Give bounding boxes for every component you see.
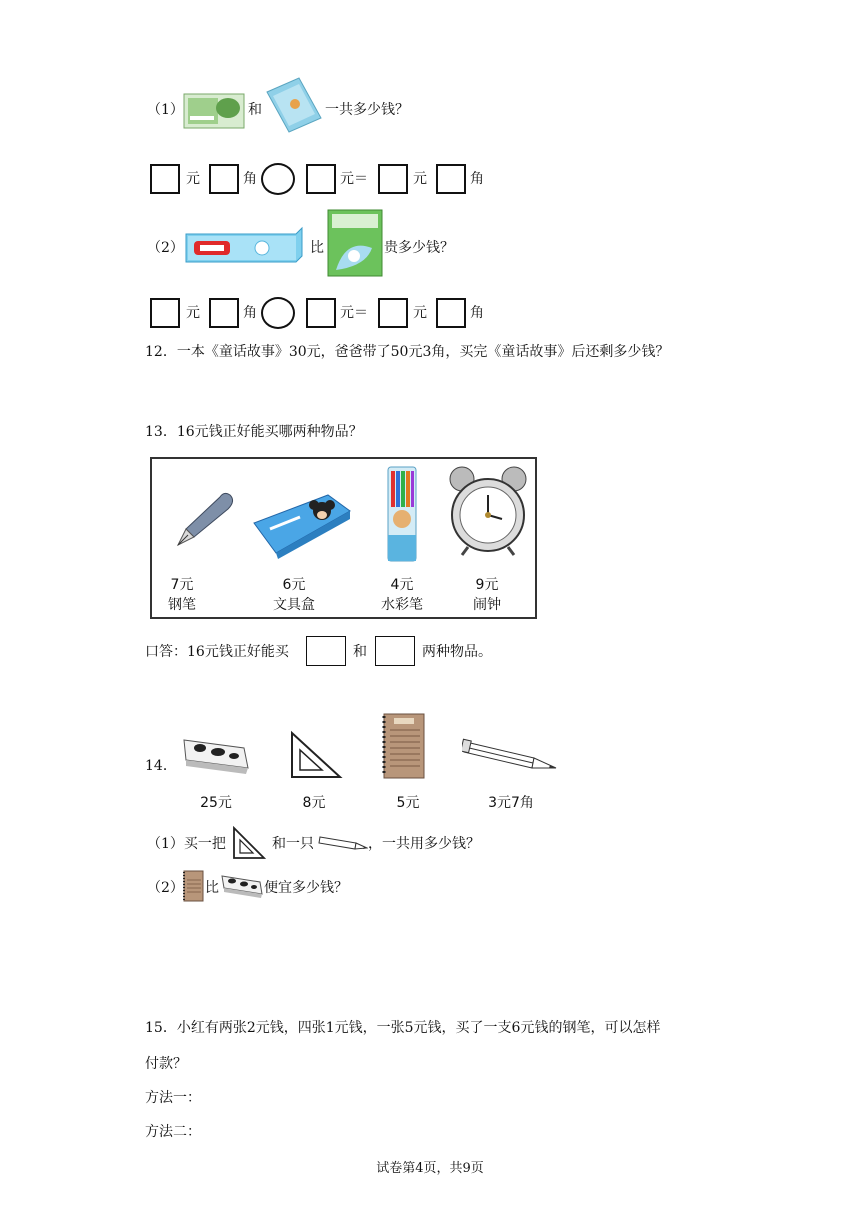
answer-box[interactable] xyxy=(378,164,408,194)
item-price: 3元7角 xyxy=(488,795,534,811)
tissue-box-icon xyxy=(182,90,246,130)
q14-part1-text-b: 和一只 xyxy=(272,836,314,852)
shampoo-pack-icon xyxy=(326,208,384,278)
q13-text: 13．16元钱正好能买哪两种物品？ xyxy=(145,424,363,440)
unit-yuan: 元 xyxy=(413,305,427,321)
q14-part2-text-b: 比 xyxy=(205,880,219,896)
pencil-icon xyxy=(318,834,368,852)
q15-text-line2: 付款？ xyxy=(145,1056,187,1072)
item-price: 8元 xyxy=(302,795,326,811)
item-price: 4元 xyxy=(390,577,414,593)
item-name: 水彩笔 xyxy=(381,597,423,613)
q13-items-panel xyxy=(150,457,537,619)
fountain-pen-icon xyxy=(166,489,236,549)
towel-icon xyxy=(263,74,325,136)
q11-part2-compare: 比 xyxy=(310,240,324,256)
toothpaste-box-icon xyxy=(184,226,304,264)
q15-text-line1: 15．小红有两张2元钱，四张1元钱，一张5元钱，买了一支6元钱的钢笔，可以怎样 xyxy=(145,1020,661,1036)
q14-number: 14． xyxy=(145,758,177,774)
answer-box[interactable] xyxy=(306,164,336,194)
item-name: 文具盒 xyxy=(273,597,315,613)
q13-answer-suffix: 两种物品。 xyxy=(422,644,492,660)
operator-circle[interactable] xyxy=(261,163,295,195)
unit-yuan: 元 xyxy=(186,171,200,187)
q15-method2-label: 方法二： xyxy=(145,1124,201,1140)
markers-icon xyxy=(384,465,420,563)
pencil-case-icon xyxy=(250,489,354,559)
answer-box[interactable] xyxy=(375,636,415,666)
unit-yuan: 元 xyxy=(186,305,200,321)
answer-box[interactable] xyxy=(436,298,466,328)
q11-part1-and: 和 xyxy=(248,102,262,118)
item-price: 7元 xyxy=(170,577,194,593)
eraser-icon xyxy=(178,732,252,778)
unit-jiao: 角 xyxy=(470,305,484,321)
q12-text: 12．一本《童话故事》30元，爸爸带了50元3角，买完《童话故事》后还剩多少钱？ xyxy=(145,344,670,360)
unit-yuan: 元 xyxy=(413,171,427,187)
answer-box[interactable] xyxy=(306,636,346,666)
q14-part1-text-c: ，一共用多少钱？ xyxy=(368,836,480,852)
item-price: 25元 xyxy=(200,795,232,811)
q11-part2-number: （2） xyxy=(147,240,184,256)
unit-yuan-equals: 元＝ xyxy=(340,171,368,187)
q14-part2-text-c: 便宜多少钱？ xyxy=(264,880,348,896)
q11-part1-number: （1） xyxy=(147,102,184,118)
q14-part1-text-a: （1）买一把 xyxy=(147,836,226,852)
answer-box[interactable] xyxy=(209,298,239,328)
unit-jiao: 角 xyxy=(243,305,257,321)
page-footer: 试卷第4页，共9页 xyxy=(376,1161,484,1176)
notebook-icon xyxy=(380,712,426,780)
answer-box[interactable] xyxy=(306,298,336,328)
answer-box[interactable] xyxy=(436,164,466,194)
answer-box[interactable] xyxy=(150,298,180,328)
pencil-icon xyxy=(462,738,558,774)
operator-circle[interactable] xyxy=(261,297,295,329)
item-price: 9元 xyxy=(475,577,499,593)
item-name: 钢笔 xyxy=(168,597,196,613)
item-price: 6元 xyxy=(282,577,306,593)
item-price: 5元 xyxy=(396,795,420,811)
triangle-ruler-icon xyxy=(232,826,266,860)
unit-jiao: 角 xyxy=(470,171,484,187)
q14-part2-text-a: （2） xyxy=(147,880,184,896)
item-name: 闹钟 xyxy=(473,597,501,613)
answer-box[interactable] xyxy=(150,164,180,194)
answer-box[interactable] xyxy=(378,298,408,328)
q11-part1-question: 一共多少钱？ xyxy=(325,102,409,118)
notebook-icon xyxy=(182,870,204,902)
unit-yuan-equals: 元＝ xyxy=(340,305,368,321)
unit-jiao: 角 xyxy=(243,171,257,187)
q11-part2-question: 贵多少钱？ xyxy=(384,240,454,256)
answer-box[interactable] xyxy=(209,164,239,194)
triangle-ruler-icon xyxy=(289,730,343,780)
eraser-icon xyxy=(220,872,264,900)
q13-answer-prefix: 口答：16元钱正好能买 xyxy=(145,644,289,660)
q13-answer-and: 和 xyxy=(353,644,367,660)
alarm-clock-icon xyxy=(446,463,530,557)
q15-method1-label: 方法一： xyxy=(145,1090,201,1106)
